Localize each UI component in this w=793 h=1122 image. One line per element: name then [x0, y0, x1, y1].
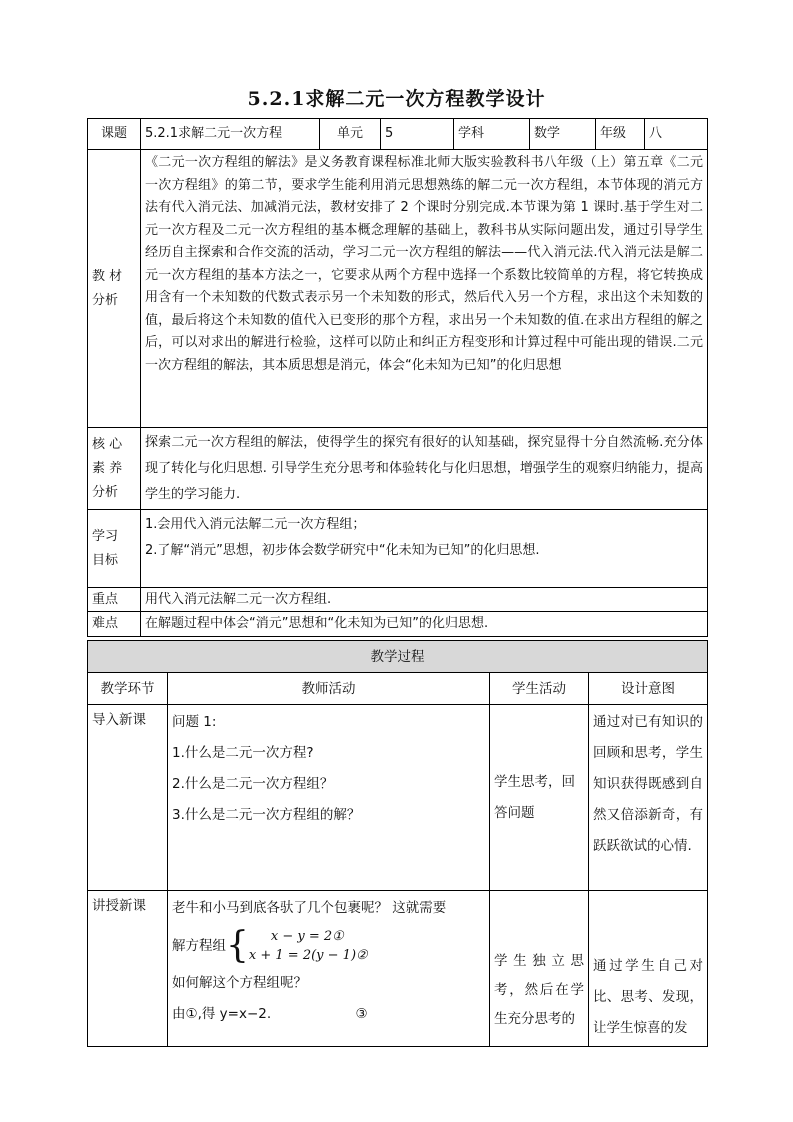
literacy-row [88, 428, 708, 510]
teacher-line: 如何解这个方程组呢？ [172, 975, 307, 991]
document-title: 5.2.1求解二元一次方程教学设计 [247, 88, 546, 110]
unit-label: 单元 [320, 119, 381, 150]
goals-label: 学习 目标 [88, 510, 141, 588]
analysis-text: 《二元一次方程组的解法》是义务教育课程标准北师大版实验教科书八年级（上）第五章《二元一次方程组》的第二节，要求学生能利用消元思想熟练的解二元一次方程组，本节体现的消元方法有代入消元法、加减消元法，教材安排了 2 个课时分别完成.本节课为第 1 课时.基于学生对二元一次方程及二元一次方程组的基本概念理解的基础上，教科书从实际问题出发，通过引导学生经历自主探索和合作交流的活动，学习二元一次方程组的解法——代入消元法.代入消元法是解二元一次方程组的基本方法之一，它要求从两个方程中选择一个系数比较简单的方程，将它转换成用含有一个未知数的代数式表示另一个未知数的形式，然后代入另一个方程，求出这个未知数的值，最后将这个未知数的值代入已变形的那个方程，求出另一个未知数的值.在求出方程组的解之后，可以对求出的解进行检验，这样可以防止和纠正方程变形和计算过程中可能出现的错误.二元一次方程组的解法，其本质思想是消元，体会“化未知为已知”的化归思想 [141, 150, 708, 428]
teacher-cell [168, 705, 490, 891]
equations [249, 927, 368, 965]
table-row [88, 705, 708, 891]
analysis-row [88, 150, 708, 428]
intent-cell: 通过学生自己对比、思考、发现，让学生惊喜的发 [589, 891, 708, 1047]
subject-value: 数学 [530, 119, 596, 150]
goals-row [88, 510, 708, 588]
teacher-line: 3.什么是二元一次方程组的解？ [172, 807, 361, 823]
column-stage: 教学环节 [88, 673, 168, 705]
equation-2: x + 1 = 2(y − 1)② [248, 948, 368, 963]
column-intent: 设计意图 [589, 673, 708, 705]
difficulty-row [88, 612, 708, 637]
process-header-row [88, 641, 708, 673]
difficulty-label: 难点 [88, 612, 141, 637]
topic-row [88, 119, 708, 150]
system-label: 解方程组 [172, 938, 226, 954]
teacher-line: 问题 1: [172, 714, 217, 730]
process-header: 教学过程 [88, 641, 708, 673]
key-text: 用代入消元法解二元一次方程组. [141, 588, 708, 612]
teacher-line: 2.什么是二元一次方程组？ [172, 776, 334, 792]
grade-value: 八 [645, 119, 708, 150]
grade-label: 年级 [596, 119, 645, 150]
goal-item: 1.会用代入消元法解二元一次方程组； [145, 517, 366, 532]
teacher-line: 老牛和小马到底各驮了几个包裹呢？ 这就需要 [172, 900, 447, 916]
topic-value: 5.2.1求解二元一次方程 [141, 119, 320, 150]
columns-row [88, 673, 708, 705]
teacher-line [172, 999, 485, 1030]
literacy-text: 探索二元一次方程组的解法，使得学生的探究有很好的认知基础，探究显得十分自然流畅.充分体现了转化与化归思想. 引导学生充分思考和体验转化与化归思想，增强学生的观察归纳能力，提高学生的学习能力. [141, 428, 708, 510]
goal-item: 2.了解“消元”思想，初步体会数学研究中“化未知为已知”的化归思想. [145, 543, 540, 558]
equation-1: x − y = 2① [270, 929, 344, 944]
left-brace-icon: { [226, 925, 249, 966]
student-cell: 学生独立思考，然后在学生充分思考的 [490, 891, 589, 1047]
teaching-process-table [87, 640, 708, 1047]
column-teacher: 教师活动 [168, 673, 490, 705]
student-cell: 学生思考，回答问题 [490, 705, 589, 891]
table-row [88, 891, 708, 1047]
key-row [88, 588, 708, 612]
step-mark: ③ [355, 1006, 368, 1022]
goals-cell [141, 510, 708, 588]
lesson-info-table [87, 118, 708, 637]
topic-label: 课题 [88, 119, 141, 150]
key-label: 重点 [88, 588, 141, 612]
teacher-line: 1.什么是二元一次方程? [172, 745, 314, 761]
equation-system [172, 924, 485, 968]
subject-label: 学科 [454, 119, 530, 150]
stage-cell: 讲授新课 [88, 891, 168, 1047]
unit-value: 5 [381, 119, 454, 150]
intent-cell: 通过对已有知识的回顾和思考，学生知识获得既感到自然又倍添新奇，有跃跃欲试的心情. [589, 705, 708, 891]
teacher-cell [168, 891, 490, 1047]
literacy-label: 核 心 素 养 分析 [88, 428, 141, 510]
difficulty-text: 在解题过程中体会“消元”思想和“化未知为已知”的化归思想. [141, 612, 708, 637]
analysis-label: 教 材 分析 [88, 150, 141, 428]
stage-cell: 导入新课 [88, 705, 168, 891]
step-text: 由①,得 y=x−2. [172, 1006, 272, 1022]
column-student: 学生活动 [490, 673, 589, 705]
